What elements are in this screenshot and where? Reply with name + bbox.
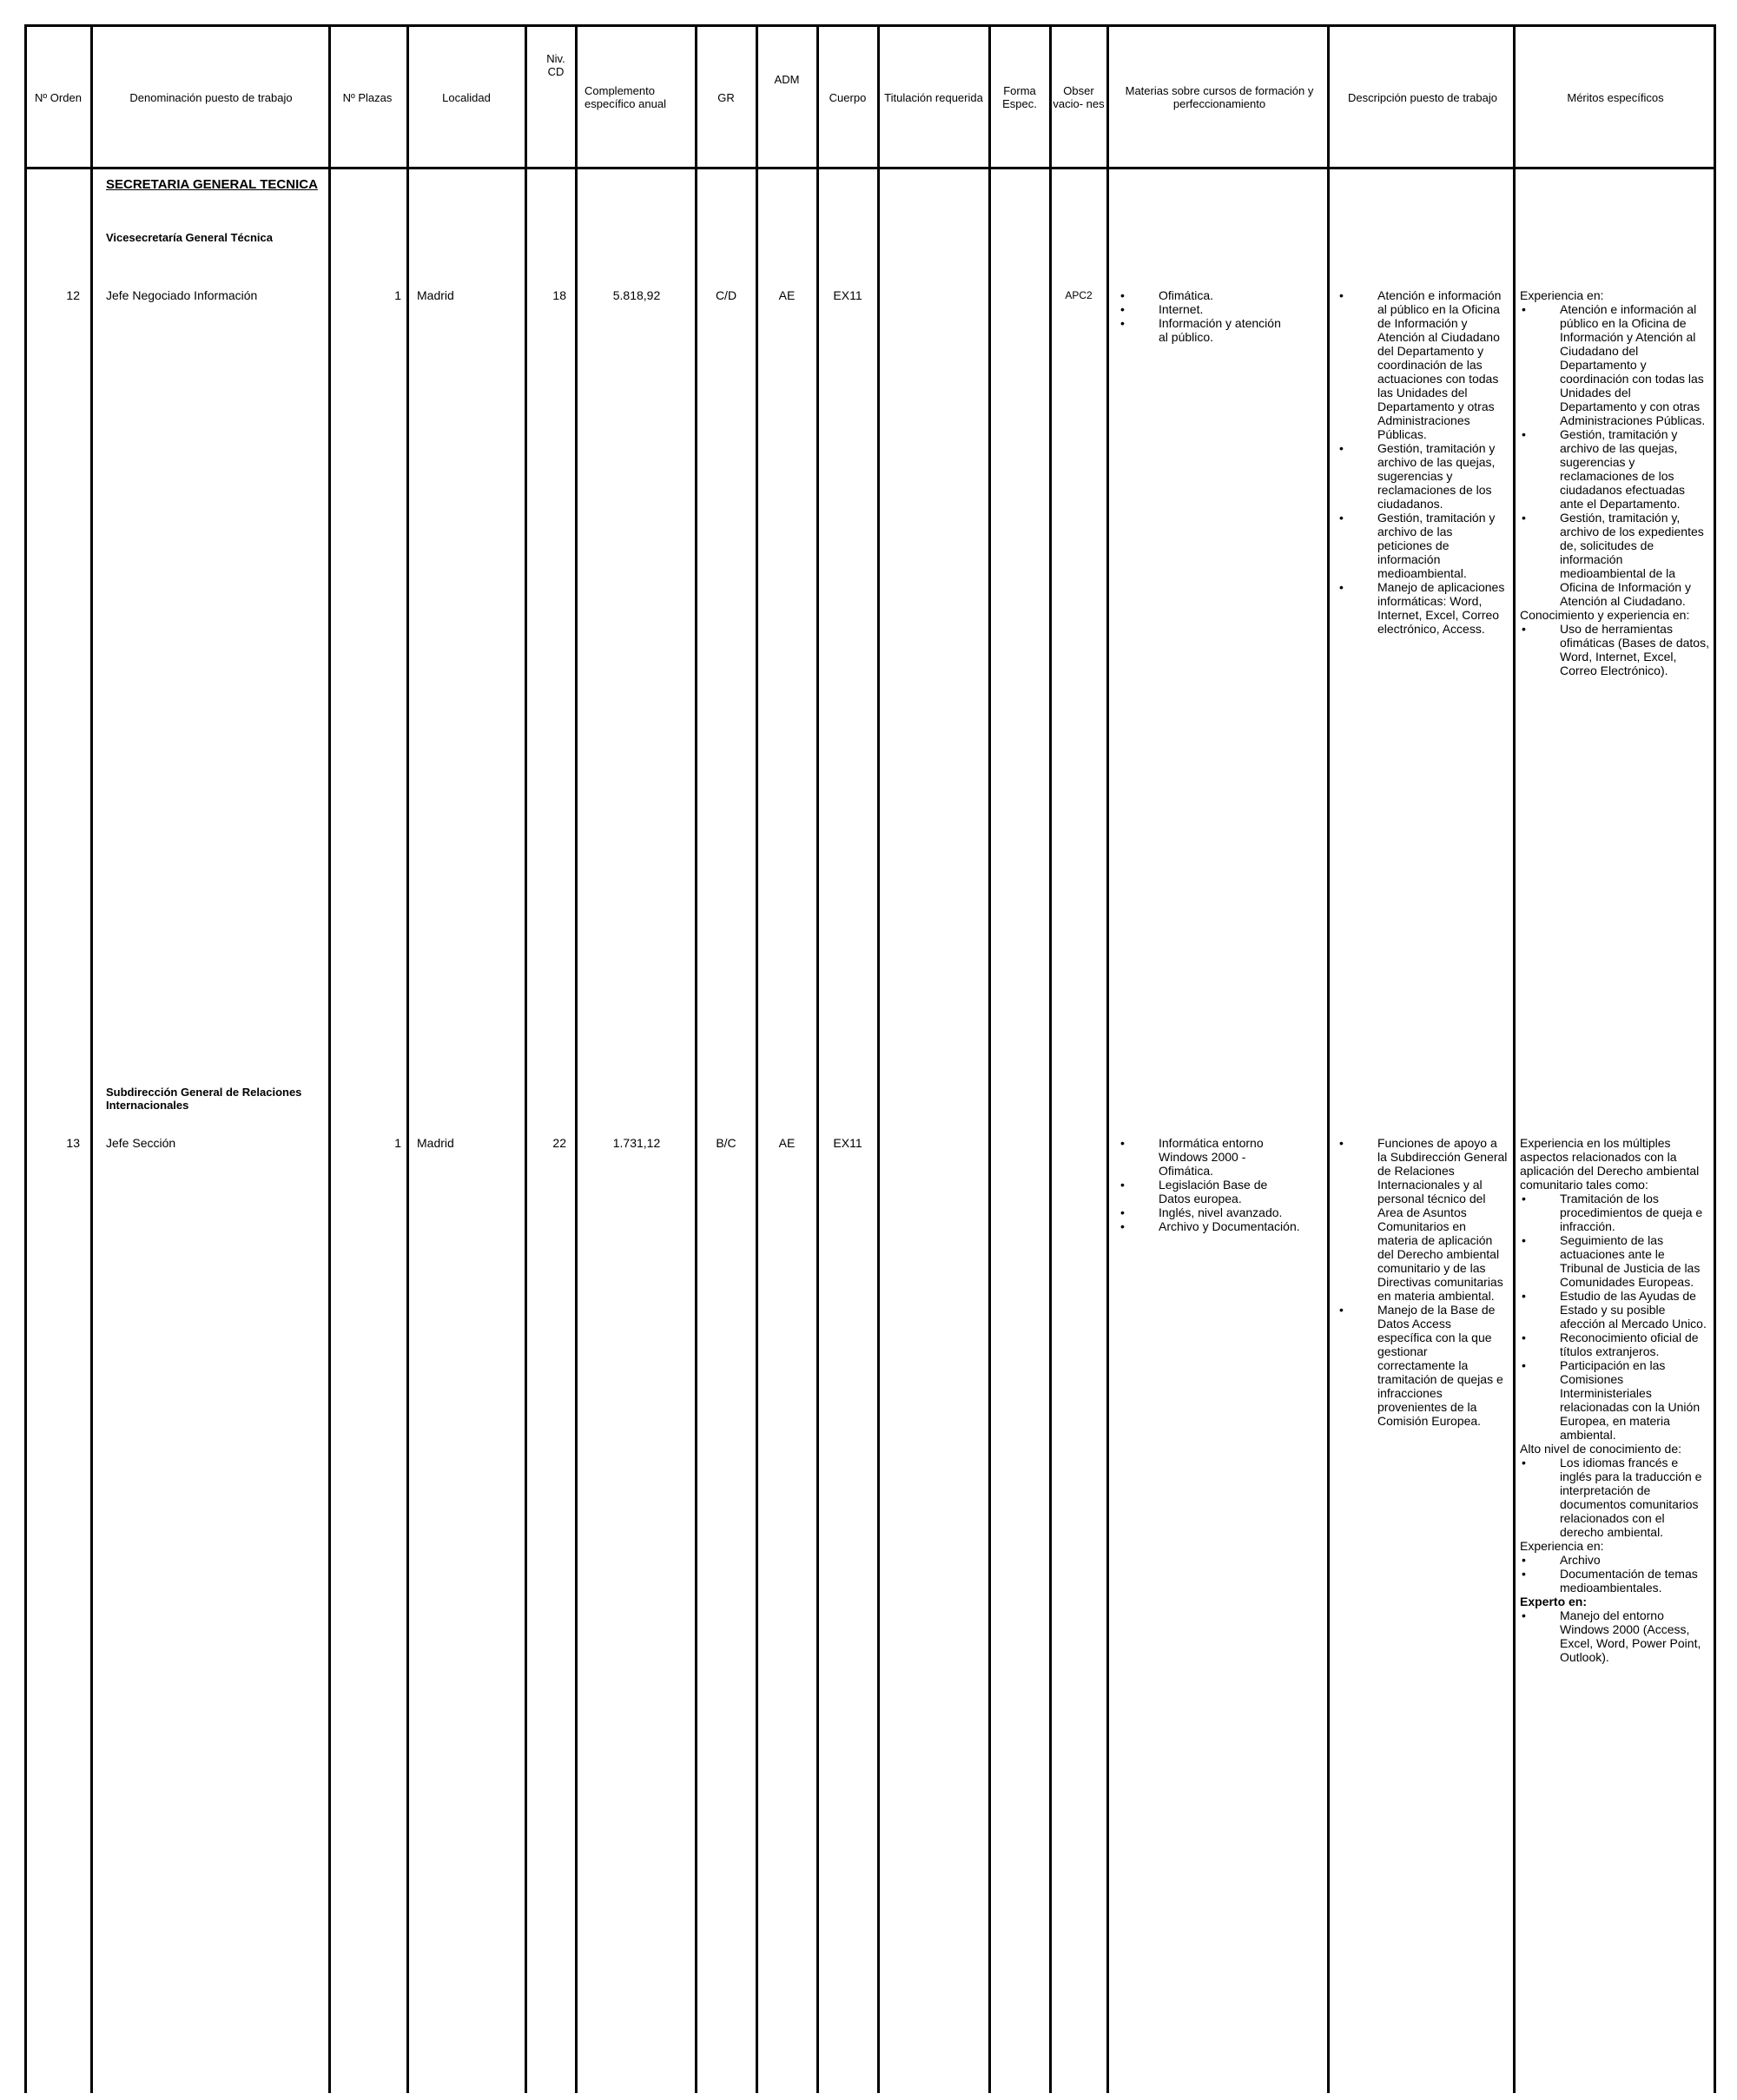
column-rule: [1327, 24, 1330, 2093]
column-rule: [1106, 24, 1109, 2093]
column-rule: [695, 24, 697, 2093]
section-title: SECRETARIA GENERAL TECNICA: [106, 177, 318, 192]
list-item: • Uso de herramientas ofimáticas (Bases de datos, Word, Internet, Excel, Correo Electrónico).: [1520, 622, 1709, 677]
cell-descripcion: [1337, 288, 1508, 636]
cell-nivel: 18: [552, 288, 566, 302]
column-rule: [1049, 24, 1052, 2093]
list-item: • Participación en las Comisiones Interministeriales relacionadas con la Unión Europea, en materia ambiental.: [1520, 1358, 1709, 1442]
cell-cuerpo: EX11: [833, 1136, 862, 1150]
subsection-title: Subdirección General de Relaciones Internacionales: [106, 1086, 302, 1112]
cell-complemento: 5.818,92: [612, 288, 661, 302]
header-observaciones: Obser vacio- nes: [1053, 84, 1105, 110]
column-rule: [1714, 24, 1716, 2093]
list-item: • Funciones de apoyo a la Subdirección General de Relaciones Internacionales y al personal técnico del Area de Asuntos Comunitarios en materia de aplicación del Derecho ambiental comunitario y de las Directivas comunitarias en materia ambiental.: [1337, 1136, 1508, 1303]
header-gr: GR: [717, 90, 735, 104]
list-item: • Inglés, nivel avanzado.: [1119, 1205, 1301, 1219]
header-cuerpo: Cuerpo: [829, 90, 867, 104]
meritos-list: [1520, 1456, 1709, 1539]
cell-descripcion: [1337, 1136, 1508, 1428]
header-materias: Materias sobre cursos de formación y perfeccionamiento: [1125, 84, 1314, 110]
cell-nivel: 22: [552, 1136, 566, 1150]
list-item: • Manejo de la Base de Datos Access específica con la que gestionar correctamente la tramitación de quejas e infracciones provenientes de la Comisión Europea.: [1337, 1303, 1508, 1428]
header-titulacion: Titulación requerida: [884, 90, 983, 104]
cell-meritos: [1520, 288, 1709, 677]
cell-observaciones: APC2: [1065, 289, 1093, 301]
header-orden: Nº Orden: [35, 90, 82, 104]
list-item: • Manejo de aplicaciones informáticas: Word, Internet, Excel, Correo electrónico, Access.: [1337, 580, 1508, 636]
header-forma: Forma Espec.: [1002, 84, 1037, 110]
list-item: • Reconocimiento oficial de títulos extranjeros.: [1520, 1331, 1709, 1358]
header-localidad: Localidad: [442, 90, 491, 104]
column-rule: [877, 24, 880, 2093]
column-rule: [525, 24, 527, 2093]
subsection-title: Vicesecretaría General Técnica: [106, 231, 273, 244]
cell-denominacion: Jefe Sección: [106, 1136, 176, 1150]
column-rule: [575, 24, 578, 2093]
column-rule: [756, 24, 758, 2093]
meritos-list: [1520, 1553, 1709, 1595]
column-rule: [90, 24, 93, 2093]
list-item: • Gestión, tramitación y archivo de las quejas, sugerencias y reclamaciones de los ciudadanos efectuadas ante el Departamento.: [1520, 427, 1709, 511]
cell-cuerpo: EX11: [833, 288, 862, 302]
header-nivel: Niv. CD: [546, 52, 565, 78]
list-item: • Tramitación de los procedimientos de queja e infracción.: [1520, 1192, 1709, 1233]
header-meritos: Méritos específicos: [1567, 90, 1664, 104]
list-item: • Documentación de temas medioambientales.: [1520, 1567, 1709, 1595]
meritos-list: [1520, 1608, 1709, 1664]
cell-complemento: 1.731,12: [612, 1136, 661, 1150]
cell-meritos: [1520, 1136, 1709, 1664]
header-denominacion: Denominación puesto de trabajo: [129, 90, 293, 104]
list-item: • Informática entorno Windows 2000 - Ofimática.: [1119, 1136, 1301, 1178]
cell-plazas: 1: [394, 288, 401, 302]
list-item: • Atención e información al público en la Oficina de Información y Atención al Ciudadano del Departamento y coordinación con todas las Unidades del Departamento y con otras Administraciones Públicas.: [1520, 302, 1709, 427]
cell-orden: 12: [66, 288, 80, 302]
header-descripcion: Descripción puesto de trabajo: [1348, 90, 1497, 104]
meritos-intro: Experiencia en:: [1520, 1539, 1604, 1553]
cell-gr: C/D: [715, 288, 737, 302]
cell-adm: AE: [778, 288, 796, 302]
cell-orden: 13: [66, 1136, 80, 1150]
column-rule: [328, 24, 331, 2093]
list-item: • Información y atención al público.: [1119, 316, 1292, 344]
list-item: • Seguimiento de las actuaciones ante le Tribunal de Justicia de las Comunidades Europeas.: [1520, 1233, 1709, 1289]
job-positions-table: [24, 24, 1716, 2093]
column-rule: [24, 24, 27, 2093]
header-bottom-border: [24, 167, 1716, 169]
cell-gr: B/C: [716, 1136, 736, 1150]
cell-denominacion: Jefe Negociado Información: [106, 288, 258, 302]
meritos-intro: Alto nivel de conocimiento de:: [1520, 1442, 1681, 1456]
list-item: • Gestión, tramitación y archivo de las peticiones de información medioambiental.: [1337, 511, 1508, 580]
table-top-border: [24, 24, 1716, 27]
meritos-intro: Experiencia en los múltiples aspectos relacionados con la aplicación del Derecho ambiental comunitario tales como:: [1520, 1136, 1700, 1192]
list-item: • Estudio de las Ayudas de Estado y su posible afección al Mercado Unico.: [1520, 1289, 1709, 1331]
meritos-list: [1520, 622, 1709, 677]
list-item: • Gestión, tramitación y, archivo de los expedientes de, solicitudes de información medioambiental de la Oficina de Información y Atención al Ciudadano.: [1520, 511, 1709, 608]
list-item: • Internet.: [1119, 302, 1292, 316]
list-item: • Atención e información al público en la Oficina de Información y Atención al Ciudadano del Departamento y coordinación de las actuaciones con todas las Unidades del Departamento y otras Administraciones Públicas.: [1337, 288, 1508, 441]
meritos-list: [1520, 302, 1709, 608]
cell-plazas: 1: [394, 1136, 401, 1150]
header-complemento: Complemento específico anual: [585, 84, 666, 110]
header-plazas: Nº Plazas: [342, 90, 393, 104]
list-item: • Los idiomas francés e inglés para la traducción e interpretación de documentos comunitarios relacionados con el derecho ambiental.: [1520, 1456, 1709, 1539]
list-item: • Legislación Base de Datos europea.: [1119, 1178, 1301, 1205]
header-adm: ADM: [774, 73, 800, 86]
list-item: • Gestión, tramitación y archivo de las quejas, sugerencias y reclamaciones de los ciudadanos.: [1337, 441, 1508, 511]
list-item: • Archivo y Documentación.: [1119, 1219, 1301, 1233]
column-rule: [406, 24, 409, 2093]
cell-materias: [1119, 288, 1292, 344]
list-item: • Archivo: [1520, 1553, 1709, 1567]
meritos-intro: Experiencia en:: [1520, 288, 1604, 302]
column-rule: [1513, 24, 1516, 2093]
cell-adm: AE: [778, 1136, 796, 1150]
meritos-list: [1520, 1192, 1709, 1442]
cell-materias: [1119, 1136, 1301, 1233]
cell-localidad: Madrid: [417, 1136, 454, 1150]
meritos-intro: Experto en:: [1520, 1595, 1588, 1608]
column-rule: [816, 24, 819, 2093]
column-rule: [988, 24, 991, 2093]
list-item: • Manejo del entorno Windows 2000 (Access, Excel, Word, Power Point, Outlook).: [1520, 1608, 1709, 1664]
list-item: • Ofimática.: [1119, 288, 1292, 302]
meritos-intro: Conocimiento y experiencia en:: [1520, 608, 1690, 622]
cell-localidad: Madrid: [417, 288, 454, 302]
